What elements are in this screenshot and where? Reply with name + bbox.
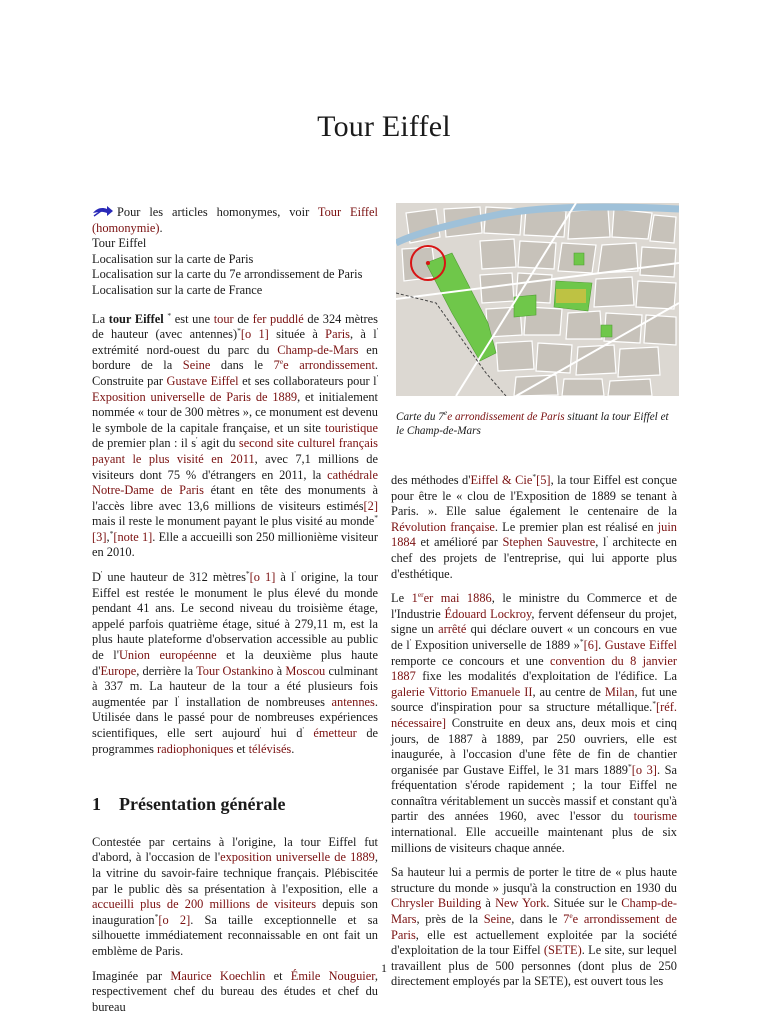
- ref-2[interactable]: [2]: [363, 498, 378, 513]
- hatnote: Pour les articles homonymes, voir Tour Eiffel (homonymie). Tour Eiffel Localisation sur la carte de Paris Localisation sur la carte du 7e arrondissement de Paris Localisation sur la carte de France: [92, 205, 378, 297]
- link-sete[interactable]: (SETE): [543, 943, 582, 958]
- link-champ-de-mars[interactable]: Champ-de-Mars: [277, 342, 359, 357]
- link-gustave-eiffel-2[interactable]: Gustave Eiffel: [604, 637, 677, 652]
- link-champ-de-mars-2[interactable]: Champ-de-Mars: [391, 896, 677, 927]
- link-europe[interactable]: Europe: [100, 663, 137, 678]
- link-edouard-lockroy[interactable]: Édouard Lockroy: [444, 606, 532, 621]
- link-paris[interactable]: Paris: [325, 327, 350, 342]
- ref-o3[interactable]: [o 3]: [631, 762, 657, 777]
- link-200-millions[interactable]: accueilli plus de 200 millions de visiteurs: [92, 897, 317, 912]
- link-7e-arrondissement[interactable]: 7ee arrondissement: [273, 357, 375, 373]
- link-eiffel-cie[interactable]: Eiffel & Cie: [470, 473, 533, 487]
- page-title: Tour Eiffel: [317, 110, 451, 143]
- link-fer-puddle[interactable]: fer puddlé: [252, 311, 304, 326]
- link-new-york[interactable]: New York: [495, 896, 547, 911]
- map-caption: Carte du 7ee arrondissement de Paris situant la tour Eiffel et le Champ-de-Mars: [396, 408, 669, 437]
- ref-o1-second[interactable]: [o 1]: [249, 570, 276, 585]
- left-column: [92, 205, 378, 1024]
- link-stephen-sauvestre[interactable]: Stephen Sauvestre: [502, 535, 596, 550]
- link-milan[interactable]: Milan: [604, 684, 635, 699]
- design-paragraph: des méthodes d'Eiffel & Cie*[5], la tour Eiffel est conçue pour être le « clou de l'Exposition de 1889 se tenant à Paris. ». Elle salue également le centenaire de la Révolution française. Le premier plan est réalisé en juin 1884 et amélioré par Stephen Sauvestre, l' architecte en chef des projets de l'entreprise, qui lui apporte plus d'esthétique.: [391, 472, 678, 581]
- link-tour-ostankino[interactable]: Tour Ostankino: [196, 663, 274, 678]
- link-tour[interactable]: tour: [213, 311, 234, 326]
- infobox-title: Tour Eiffel: [92, 236, 147, 251]
- link-7e-arrondissement-2[interactable]: 7ee arrondissement de Paris: [391, 911, 677, 942]
- link-chrysler-building[interactable]: Chrysler Building: [391, 896, 482, 911]
- link-exposition-1889[interactable]: Exposition universelle de Paris de 1889: [92, 389, 298, 404]
- ref-note-1[interactable]: [note 1]: [113, 529, 153, 544]
- contest-paragraph: Le 1erer mai 1886, le ministre du Commerce et de l'Industrie Édouard Lockroy, fervent défenseur du projet, signe un arrêté qui déclare ouvert « un concours en vue de l' Exposition universelle de 1889 »*[6]. Gustave Eiffel remporte ce concours et une convention du 8 janvier 1887 fixe les modalités d'exploitation de l'édifice. La galerie Vittorio Emanuele II, au centre de Milan, fut une source d'inspiration pour sa structure métallique.*[réf. nécessaire] Construite en deux ans, deux mois et cinq jours, de 1887 à 1889, par 250 ouvriers, elle est inaugurée, à l'occasion d'une fête de fin de chantier organisée par Gustave Eiffel, le 31 mars 1889*[o 3]. Sa fréquentation s'érode rapidement ; la tour Eiffel ne connaîtra véritablement un succès massif et constant qu'à partir des années 1960, avec l'essor du tourisme international. Elle accueille maintenant plus de six millions de visiteurs chaque année.: [391, 590, 677, 855]
- location-map-7e: Localisation sur la carte du 7e arrondissement de Paris: [92, 267, 363, 282]
- link-1er-mai-1886[interactable]: 1erer mai 1886: [411, 590, 492, 606]
- ref-3[interactable]: [3]: [92, 529, 107, 544]
- link-galerie-vittorio[interactable]: galerie Vittorio Emanuele II: [391, 684, 533, 699]
- caption-link-arrondissement[interactable]: e arrondissement de Paris: [447, 411, 565, 423]
- link-touristique[interactable]: touristique: [325, 420, 378, 435]
- disambiguation-arrow-icon: [92, 205, 114, 217]
- link-seine-2[interactable]: Seine: [483, 912, 512, 927]
- link-notre-dame[interactable]: cathédrale Notre-Dame de Paris: [92, 467, 378, 498]
- link-gustave-eiffel[interactable]: Gustave Eiffel: [166, 373, 239, 388]
- location-map-france: Localisation sur la carte de France: [92, 282, 263, 297]
- link-tourisme[interactable]: tourisme: [633, 809, 677, 824]
- link-antennes[interactable]: antennes: [331, 694, 375, 709]
- height-paragraph: D' une hauteur de 312 mètres*[o 1] à l' origine, la tour Eiffel est restée le monument le plus élevé du monde pendant 41 ans. Le second niveau du troisième étage, appelé parfois quatrième étage, situé à 279,11 m, est la plus haute plateforme d'observation accessible au public de l'Union européenne et la deuxième plus haute d'Europe, derrière la Tour Ostankino à Moscou culminant à 337 m. La hauteur de la tour a été plusieurs fois augmentée par l' installation de nombreuses antennes. Utilisée dans le passé pour de nombreuses expériences scientifiques, elle sert aujourd' hui d' émetteur de programmes radiophoniques et télévisés.: [92, 569, 379, 756]
- link-exposition-universelle[interactable]: exposition universelle de 1889: [220, 850, 375, 865]
- intro-paragraph: La tour Eiffel * est une tour de fer puddlé de 324 mètres de hauteur (avec antennes)*[o 1] située à Paris, à l' extrémité nord-ouest du parc du Champ-de-Mars en bordure de la Seine dans le 7ee arrondissement. Construite par Gustave Eiffel et ses collaborateurs pour l' Exposition universelle de Paris de 1889, et initialement nommée « tour de 300 mètres », ce monument est devenu le symbole de la capitale française, et un site touristique de premier plan : il s' agit du second site culturel français payant le plus visité en 2011, avec 7,1 millions de visiteurs dont 75 % d'étrangers en 2011, la cathédrale Notre-Dame de Paris étant en tête des monuments à l'accès libre avec 13,6 millions de visiteurs estimés[2] mais il reste le monument payant le plus visité au monde*[3],*[note 1]. Elle a accueilli son 250 millionième visiteur en 2010.: [92, 310, 379, 560]
- link-maurice-koechlin[interactable]: Maurice Koechlin: [170, 968, 266, 983]
- link-moscou[interactable]: Moscou: [285, 663, 326, 678]
- link-convention-1887[interactable]: convention du 8 janvier 1887: [391, 653, 677, 684]
- ref-5[interactable]: [5]: [536, 473, 551, 487]
- link-emetteur[interactable]: émetteur: [313, 726, 357, 740]
- link-emile-nouguier[interactable]: Émile Nouguier: [290, 968, 375, 983]
- section-number: 1: [92, 794, 101, 815]
- homonymie-link[interactable]: Tour Eiffel (homonymie): [92, 205, 378, 235]
- map-figure: [396, 203, 679, 438]
- link-revolution-francaise[interactable]: Révolution française: [391, 519, 495, 534]
- page-number: 1: [381, 961, 387, 975]
- link-seine[interactable]: Seine: [182, 358, 211, 373]
- link-union-europeenne[interactable]: Union européenne: [118, 648, 217, 663]
- presentation-paragraph: Contestée par certains à l'origine, la tour Eiffel fut d'abord, à l'occasion de l'exposition universelle de 1889, la vitrine du savoir-faire technique français. Plébiscitée par le public dès sa présentation à l'exposition, elle a accueilli plus de 200 millions de visiteurs depuis son inauguration*[o 2]. Sa taille exceptionnelle et sa silhouette immédiatement reconnaissable en ont fait un emblème de Paris.: [92, 834, 378, 958]
- ref-o1[interactable]: [o 1]: [240, 327, 269, 342]
- ref-citation-needed[interactable]: [réf. nécessaire]: [391, 700, 677, 730]
- link-arrete[interactable]: arrêté: [438, 622, 467, 637]
- link-radiophoniques[interactable]: radiophoniques: [157, 741, 234, 756]
- arrondissement-map: [396, 203, 679, 396]
- right-column: [391, 473, 677, 999]
- location-map-paris: Localisation sur la carte de Paris: [92, 251, 254, 266]
- height-record-paragraph: Sa hauteur lui a permis de porter le titre de « plus haute structure du monde » jusqu'à la construction en 1930 du Chrysler Building à New York. Située sur le Champ-de-Mars, près de la Seine, dans le 7ee arrondissement de Paris, elle est actuellement exploitée par la société d'exploitation de la tour Eiffel (SETE). Le site, sur lequel travaillent plus de 500 personnes (dont plus de 250 directement employés par la SETE), est ouvert tous les: [391, 865, 677, 989]
- designers-paragraph: Imaginée par Maurice Koechlin et Émile Nouguier, respectivement chef du bureau des études et chef du bureau: [92, 968, 378, 1014]
- section-heading-presentation: [92, 794, 378, 815]
- section-title: Présentation générale: [119, 794, 286, 815]
- ref-6[interactable]: [6]: [583, 637, 599, 652]
- ref-o2[interactable]: [o 2]: [158, 912, 191, 927]
- link-televises[interactable]: télévisés: [248, 741, 292, 756]
- link-juin-1884[interactable]: juin 1884: [391, 519, 677, 550]
- link-second-site[interactable]: second site culturel français payant le plus visité en 2011: [92, 436, 378, 466]
